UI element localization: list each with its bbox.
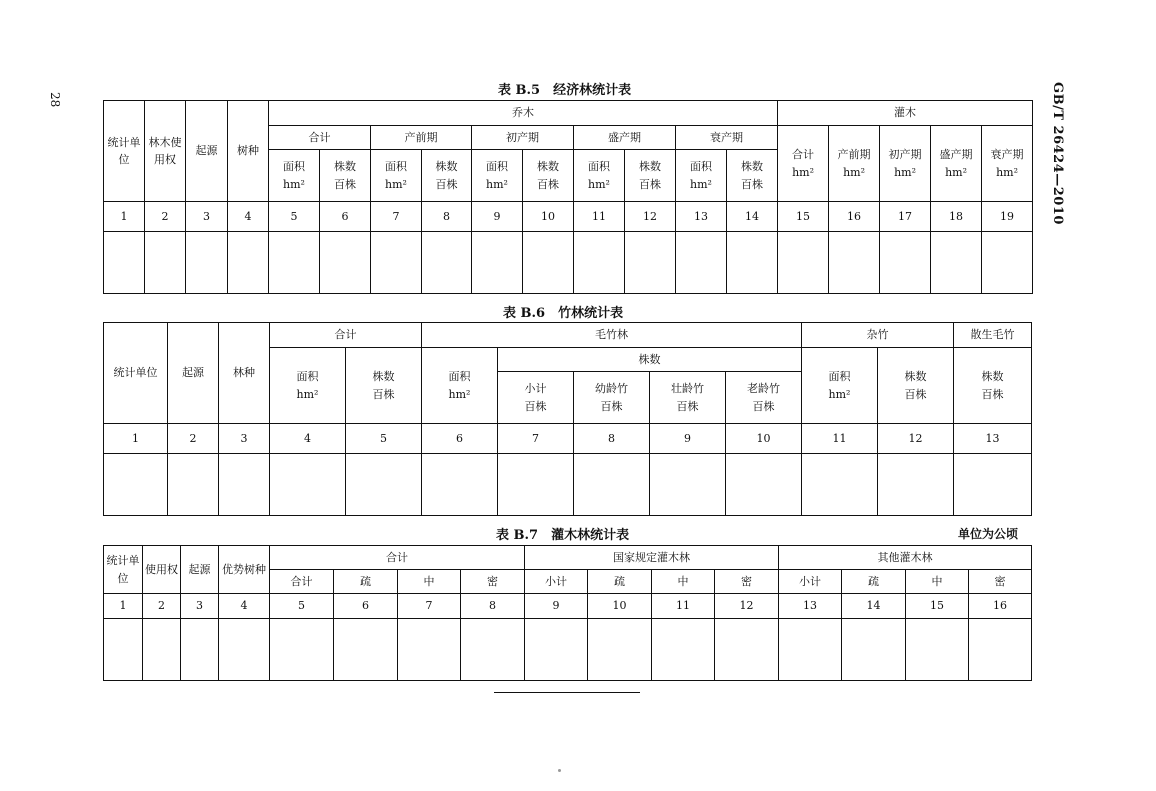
column-number: 4 <box>228 202 269 232</box>
column-number: 9 <box>472 202 523 232</box>
table-cell <box>523 232 574 294</box>
header-subtotal: 小计 <box>525 570 588 594</box>
column-number: 2 <box>168 424 219 454</box>
table-cell <box>625 232 676 294</box>
column-number: 5 <box>270 594 334 619</box>
header-area: 面积 hm² <box>371 150 422 202</box>
header-count: 株数 百株 <box>727 150 778 202</box>
column-number: 9 <box>525 594 588 619</box>
column-number: 10 <box>523 202 574 232</box>
column-number: 11 <box>652 594 715 619</box>
table-b6-caption: 表 B.6 竹林统计表 <box>503 306 624 321</box>
table-cell <box>371 232 422 294</box>
table-cell <box>779 619 842 681</box>
header-area: 面积 hm² <box>802 348 878 424</box>
header-count: 株数 <box>498 348 802 372</box>
column-number: 6 <box>334 594 398 619</box>
table-cell <box>145 232 186 294</box>
header-area: 面积 hm² <box>270 348 346 424</box>
header-area: 面积 hm² <box>676 150 727 202</box>
column-number: 1 <box>104 202 145 232</box>
table-b6 <box>103 322 1032 516</box>
column-number: 17 <box>880 202 931 232</box>
table-cell <box>186 232 228 294</box>
table-b7 <box>103 545 1032 681</box>
table-cell <box>931 232 982 294</box>
table-cell <box>829 232 880 294</box>
header-old: 老龄竹 百株 <box>726 372 802 424</box>
header-origin: 起源 <box>168 323 219 424</box>
header-subtotal: 小计 百株 <box>498 372 574 424</box>
header-sparse: 疏 <box>334 570 398 594</box>
column-number: 10 <box>588 594 652 619</box>
header-arbor-early: 初产期 <box>472 126 574 150</box>
column-number: 7 <box>371 202 422 232</box>
header-young: 幼龄竹 百株 <box>574 372 650 424</box>
table-cell <box>270 454 346 516</box>
table-row <box>104 619 1032 681</box>
header-total: 合计 <box>270 323 422 348</box>
header-shrub-decline: 衰产期 hm² <box>982 126 1033 202</box>
table-cell <box>954 454 1032 516</box>
column-number: 11 <box>574 202 625 232</box>
table-b7-caption: 表 B.7 灌木林统计表 <box>496 528 630 543</box>
table-cell <box>104 619 143 681</box>
table-cell <box>880 232 931 294</box>
column-number: 8 <box>422 202 472 232</box>
table-cell <box>270 619 334 681</box>
header-shrub: 灌木 <box>778 101 1033 126</box>
column-number: 5 <box>346 424 422 454</box>
table-cell <box>525 619 588 681</box>
column-number: 19 <box>982 202 1033 232</box>
header-count: 株数 百株 <box>954 348 1032 424</box>
table-row <box>104 232 1033 294</box>
column-number: 18 <box>931 202 982 232</box>
header-count: 株数 百株 <box>625 150 676 202</box>
header-dominant: 优势树种 <box>219 546 270 594</box>
header-subtotal: 小计 <box>779 570 842 594</box>
table-cell <box>422 232 472 294</box>
column-number: 3 <box>219 424 270 454</box>
header-sparse: 疏 <box>588 570 652 594</box>
table-cell <box>778 232 829 294</box>
column-number: 7 <box>398 594 461 619</box>
header-unit: 统计单位 <box>104 101 145 202</box>
column-number: 1 <box>104 424 168 454</box>
table-cell <box>181 619 219 681</box>
header-dense: 密 <box>969 570 1032 594</box>
table-b5 <box>103 100 1033 294</box>
table-cell <box>715 619 779 681</box>
page-number: 28 <box>48 92 62 108</box>
table-cell <box>802 454 878 516</box>
table-cell <box>320 232 371 294</box>
header-dense: 密 <box>715 570 779 594</box>
table-cell <box>727 232 778 294</box>
column-number: 6 <box>422 424 498 454</box>
table-cell <box>346 454 422 516</box>
table-row <box>104 454 1032 516</box>
column-number: 12 <box>878 424 954 454</box>
header-arbor-total: 合计 <box>269 126 371 150</box>
header-sparse: 疏 <box>842 570 906 594</box>
header-sum: 合计 <box>270 570 334 594</box>
column-number: 12 <box>715 594 779 619</box>
table-cell <box>472 232 523 294</box>
table-cell <box>726 454 802 516</box>
table-cell <box>461 619 525 681</box>
table-cell <box>422 454 498 516</box>
header-foresttype: 林种 <box>219 323 270 424</box>
column-number: 8 <box>461 594 525 619</box>
header-shrub-peak: 盛产期 hm² <box>931 126 982 202</box>
column-number: 1 <box>104 594 143 619</box>
table-cell <box>878 454 954 516</box>
table-cell <box>842 619 906 681</box>
table-cell <box>906 619 969 681</box>
header-mid: 中 <box>906 570 969 594</box>
header-origin: 起源 <box>186 101 228 202</box>
scan-speck <box>558 769 561 772</box>
header-count: 株数 百株 <box>346 348 422 424</box>
header-count: 株数 百株 <box>320 150 371 202</box>
header-zazhu: 杂竹 <box>802 323 954 348</box>
column-number: 4 <box>219 594 270 619</box>
column-number: 16 <box>969 594 1032 619</box>
table-cell <box>104 232 145 294</box>
header-arbor-decline: 衰产期 <box>676 126 778 150</box>
table-cell <box>676 232 727 294</box>
header-count: 株数 百株 <box>422 150 472 202</box>
table-cell <box>982 232 1033 294</box>
header-shrub-pre: 产前期 hm² <box>829 126 880 202</box>
column-number: 12 <box>625 202 676 232</box>
column-number: 4 <box>270 424 346 454</box>
header-count: 株数 百株 <box>523 150 574 202</box>
column-number: 3 <box>186 202 228 232</box>
column-number: 15 <box>906 594 969 619</box>
column-number: 8 <box>574 424 650 454</box>
table-cell <box>269 232 320 294</box>
header-area: 面积 hm² <box>574 150 625 202</box>
header-right: 林木使用权 <box>145 101 186 202</box>
header-maozhu: 毛竹林 <box>422 323 802 348</box>
header-mid: 中 <box>398 570 461 594</box>
header-right: 使用权 <box>143 546 181 594</box>
column-number: 14 <box>727 202 778 232</box>
header-total: 合计 <box>270 546 525 570</box>
standard-code: GB/T 26424—2010 <box>1050 82 1065 225</box>
table-cell <box>588 619 652 681</box>
header-national: 国家规定灌木林 <box>525 546 779 570</box>
table-cell <box>574 232 625 294</box>
table-cell <box>168 454 219 516</box>
header-sansheng: 散生毛竹 <box>954 323 1032 348</box>
table-cell <box>650 454 726 516</box>
table-b5-caption: 表 B.5 经济林统计表 <box>498 83 632 98</box>
column-number: 5 <box>269 202 320 232</box>
header-origin: 起源 <box>181 546 219 594</box>
unit-note: 单位为公顷 <box>958 527 1019 541</box>
column-number: 7 <box>498 424 574 454</box>
header-arbor-peak: 盛产期 <box>574 126 676 150</box>
column-number: 10 <box>726 424 802 454</box>
table-cell <box>143 619 181 681</box>
table-cell <box>219 619 270 681</box>
table-cell <box>969 619 1032 681</box>
header-mid: 中 <box>652 570 715 594</box>
header-area: 面积 hm² <box>472 150 523 202</box>
table-cell <box>398 619 461 681</box>
header-arbor-pre: 产前期 <box>371 126 472 150</box>
header-count: 株数 百株 <box>878 348 954 424</box>
header-strong: 壮龄竹 百株 <box>650 372 726 424</box>
column-number: 2 <box>145 202 186 232</box>
column-number: 2 <box>143 594 181 619</box>
header-unit: 统计单位 <box>104 546 143 594</box>
header-area: 面积 hm² <box>269 150 320 202</box>
column-number: 3 <box>181 594 219 619</box>
header-species: 树种 <box>228 101 269 202</box>
header-arbor: 乔木 <box>269 101 778 126</box>
column-number: 13 <box>779 594 842 619</box>
header-shrub-early: 初产期 hm² <box>880 126 931 202</box>
column-number: 13 <box>676 202 727 232</box>
end-rule <box>494 692 640 693</box>
table-cell <box>104 454 168 516</box>
column-number: 15 <box>778 202 829 232</box>
table-cell <box>574 454 650 516</box>
table-cell <box>228 232 269 294</box>
table-cell <box>334 619 398 681</box>
header-other: 其他灌木林 <box>779 546 1032 570</box>
header-dense: 密 <box>461 570 525 594</box>
column-number: 16 <box>829 202 880 232</box>
column-number: 11 <box>802 424 878 454</box>
column-number: 13 <box>954 424 1032 454</box>
table-cell <box>652 619 715 681</box>
column-number: 14 <box>842 594 906 619</box>
column-number: 6 <box>320 202 371 232</box>
header-shrub-total: 合计 hm² <box>778 126 829 202</box>
header-area: 面积 hm² <box>422 348 498 424</box>
column-number: 9 <box>650 424 726 454</box>
table-cell <box>498 454 574 516</box>
table-cell <box>219 454 270 516</box>
header-unit: 统计单位 <box>104 323 168 424</box>
